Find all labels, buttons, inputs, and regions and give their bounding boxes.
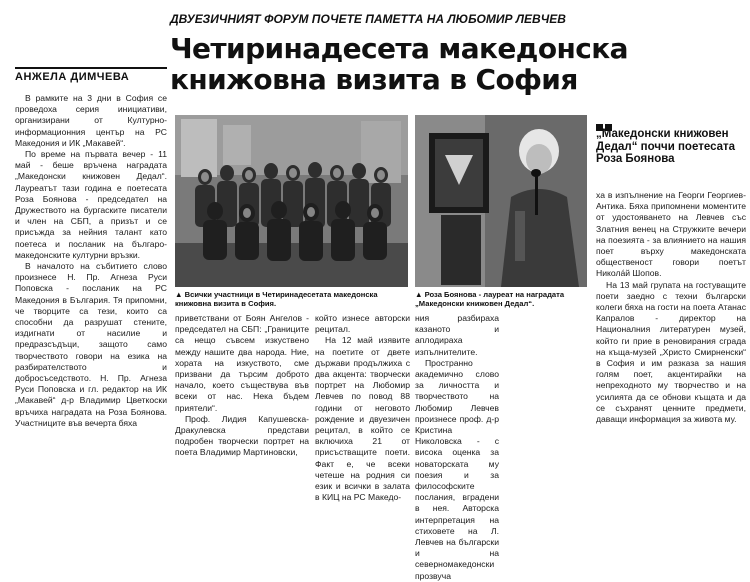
sidebar-title: „Македонски книжовен Дедал“ поччи поетесата Роза Боянова (596, 128, 736, 165)
author-byline: АНЖЕЛА ДИМЧЕВА (15, 67, 167, 83)
group-photo-image (175, 115, 408, 287)
kicker-lead: ДВУЕЗИЧНИЯТ (170, 12, 261, 26)
laureate-photo-image (415, 115, 587, 287)
text-column-1 (15, 93, 167, 450)
text-column-sidebar (596, 190, 746, 450)
text-column-3 (315, 313, 410, 503)
article-kicker (170, 10, 745, 28)
paragraph: ния разбираха казаното и аплодираха изпълнителите. (415, 313, 499, 357)
paragraph: приветствани от Боян Ангелов - председател на СБП: „Границите са нещо съвсем изкуствено между нашите два народа. Ние, хората на изкуството, сме призвани да търсим доброто начало, което съществува във всеки от нас. Нека бъдем приятели“. (175, 313, 309, 413)
photo-caption-laureate: ▲ Роза Боянова - лауреат на наградата „Македонски книжовен Дедал“. (415, 290, 565, 309)
paragraph: Пространно академично слово за личността и творчеството на Любомир Левчев произнесе проф. д-р Кристина Николовска - с висока оценка за новаторската му поезия и за философските послания, вградени в нея. Авторска интерпретация на стиховете на Л. Левчев на български и на северномакедонски прозвуча (415, 357, 499, 581)
sidebar-marker (596, 118, 614, 126)
paragraph: По време на първата вечер - 11 май - беше връчена наградата „Македонски книжовен Дедал“. Лауреатът тази година е поетесата Роза Боянова - председател на Дружеството на бургаските писатели и член на СБП, а призът и се присъжда за нейния талант като поетеса и посланик на българо-македонските културни връзки. (15, 149, 167, 260)
group-photo (175, 115, 408, 287)
paragraph: Проф. Лидия Капушевска-Дракулевска представи подробен творчески портрет на поета Владимир Мартиновски, (175, 413, 309, 458)
kicker-rest: ФОРУМ ПОЧЕТЕ ПАМЕТТА НА ЛЮБОМИР ЛЕВЧЕВ (260, 12, 566, 26)
text-column-2 (175, 313, 309, 458)
article-headline: Четиринадесета македонска книжовна визита в София (170, 32, 628, 96)
laureate-photo (415, 115, 587, 287)
paragraph: който изнесе авторски рецитал. (315, 313, 410, 335)
paragraph: ха в изпълнение на Георги Георгиев-Антика. Бяха припомнени моментите от удостояването на Левчев със Златния венец на Стружките вечери на поезията - за влиянието на нашия поет върху македонската общественост говори поетът Никола́й Шопов. (596, 190, 746, 279)
paragraph: В началото на събитието слово произнесе Н. Пр. Агнеза Руси Поповска - посланик на РС Македония в България. Тя припомни, че творците са тези, които са способни да разрушат стените, издигнати от насилие и предразсъдъци, защото само творчеството говори на езика на разбирателството и добросъседството. Н. Пр. Агнеза Руси Поповска и гл. редактор на ИК „Макавей“ д-р Владимир Цветкоски връчиха наградата на Роза Боянова. Участниците във вечерта бяха (15, 261, 167, 428)
paragraph: На 13 май групата на гостуващите поети заедно с техни български колеги бяха на гости на поета Атанас Капралов - директор на Националния литературен музей, който ги прие в реновирания сграда на къща-музей „Христо Смирненски“ в София и им разказа за нашия голям поет, акцентирайки на непреходното му творчество и на усилията да се обнови къщата и да се съхранят ценните предмети, даващи информация за живота му. (596, 279, 746, 425)
paragraph: На 12 май изявите на поетите от двете държави продължиха с два акцента: творчески портрет на Любомир Левчев по повод 88 години от неговото рождение и двуезичен рецитал, в който се включиха 21 от присъстващите поети. Факт е, че всеки четеше на родния си език и всички в залата в КИЦ на РС Македо- (315, 335, 410, 503)
photo-caption-group: ▲ Всички участници в Четиринадесетата македонска книжовна визита в София. (175, 290, 378, 309)
paragraph: В рамките на 3 дни в София се проведоха серия инициативи, организирани от Културно-информационния център на РС Македония и ИК „Макавей“. (15, 93, 167, 148)
text-column-4 (415, 313, 499, 581)
